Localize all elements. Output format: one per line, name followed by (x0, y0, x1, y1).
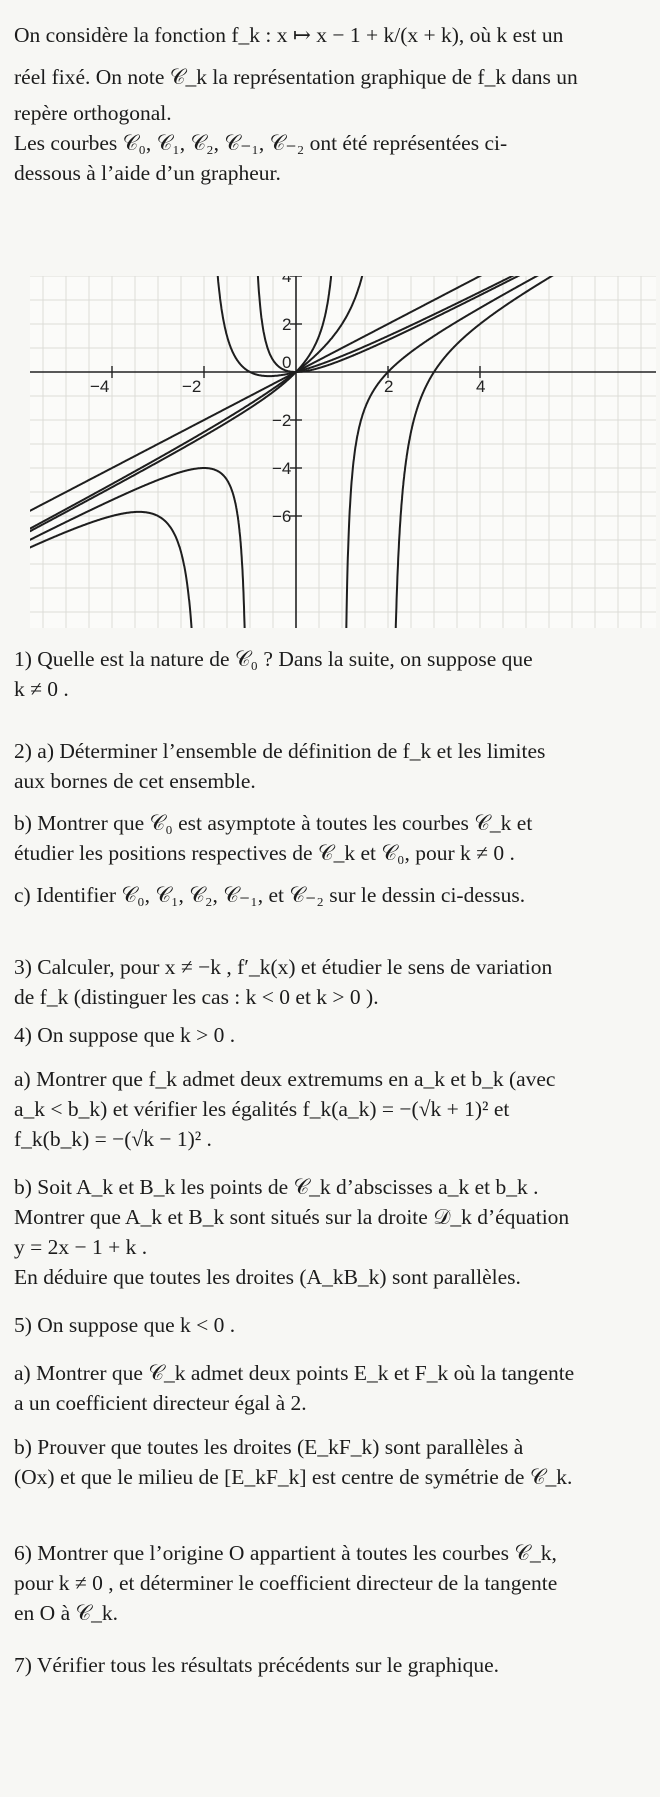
x-tick-label: 4 (476, 377, 486, 396)
question-6 (14, 1538, 646, 1628)
axes (30, 276, 656, 628)
intro-line-2: réel fixé. On note 𝒞_k la représentation graphique de f_k dans un (14, 65, 578, 89)
curve-c-1-branch-0 (30, 276, 338, 537)
curve-c2-branch-0 (30, 512, 198, 628)
q6-line-3: en O à 𝒞_k. (14, 1601, 119, 1625)
curve-c-1-branch-1 (345, 276, 628, 628)
tick-labels (90, 276, 485, 526)
y-tick-label: −2 (272, 411, 292, 430)
q7-line: 7) Vérifier tous les résultats précédents sur le graphique. (14, 1653, 499, 1677)
q4b-line-3: y = 2x − 1 + k . (14, 1235, 148, 1259)
q1-line-2: k ≠ 0 . (14, 677, 69, 701)
intro-text (14, 14, 646, 188)
question-5 (14, 1310, 646, 1340)
intro-line-3: repère orthogonal. (14, 101, 172, 125)
q1-line-1: 1) Quelle est la nature de 𝒞₀ ? Dans la suite, on suppose que (14, 647, 533, 671)
curve-c-2-branch-1 (393, 276, 628, 628)
question-1 (14, 644, 646, 704)
y-tick-label: 2 (282, 315, 292, 334)
y-tick-label: −6 (272, 507, 292, 526)
question-4 (14, 1020, 646, 1050)
question-7 (14, 1650, 646, 1680)
function-graph (30, 276, 656, 628)
q4a-line-3: f_k(b_k) = −(√k − 1)² . (14, 1127, 212, 1151)
intro-line-4: Les courbes 𝒞₀, 𝒞₁, 𝒞₂, 𝒞₋₁, 𝒞₋₂ ont été représentées ci- (14, 131, 508, 155)
intro-line-5: dessous à l’aide d’un grapheur. (14, 161, 281, 185)
q5-line: 5) On suppose que k < 0 . (14, 1313, 236, 1337)
question-4b (14, 1172, 646, 1292)
q5b-line-1: b) Prouver que toutes les droites (E_kF_k) sont parallèles à (14, 1435, 524, 1459)
q4b-line-4: En déduire que toutes les droites (A_kB_k) sont parallèles. (14, 1265, 521, 1289)
y-tick-label: −4 (272, 459, 292, 478)
question-2a (14, 736, 646, 796)
intro-line-1: On considère la fonction f_k : x ↦ x − 1 + k/(x + k), où k est un (14, 23, 564, 47)
q2b-line-2: étudier les positions respectives de 𝒞_k et 𝒞₀, pour k ≠ 0 . (14, 841, 515, 865)
curves (30, 276, 627, 628)
grid (30, 276, 656, 628)
question-2b (14, 808, 646, 868)
question-4a (14, 1064, 646, 1154)
question-5b (14, 1432, 646, 1492)
q2c-line: c) Identifier 𝒞₀, 𝒞₁, 𝒞₂, 𝒞₋₁, et 𝒞₋₂ sur le dessin ci-dessus. (14, 883, 526, 907)
q5b-line-2: (Ox) et que le milieu de [E_kF_k] est centre de symétrie de 𝒞_k. (14, 1465, 573, 1489)
q6-line-1: 6) Montrer que l’origine O appartient à toutes les courbes 𝒞_k, (14, 1541, 557, 1565)
question-3 (14, 952, 646, 1012)
q5a-line-1: a) Montrer que 𝒞_k admet deux points E_k et F_k où la tangente (14, 1361, 575, 1385)
q4b-line-2: Montrer que A_k et B_k sont situés sur la droite 𝒟_k d’équation (14, 1205, 570, 1229)
question-2c (14, 880, 646, 910)
x-tick-label: 2 (384, 377, 394, 396)
q3-line-2: de f_k (distinguer les cas : k < 0 et k > 0 ). (14, 985, 379, 1009)
q2a-line-1: 2) a) Déterminer l’ensemble de définition de f_k et les limites (14, 739, 546, 763)
q4a-line-1: a) Montrer que f_k admet deux extremums en a_k et b_k (avec (14, 1067, 556, 1091)
curve-c-2-branch-0 (30, 276, 380, 534)
q2b-line-1: b) Montrer que 𝒞₀ est asymptote à toutes les courbes 𝒞_k et (14, 811, 533, 835)
y-tick-label: 4 (282, 276, 292, 286)
q2a-line-2: aux bornes de cet ensemble. (14, 769, 256, 793)
y-tick-label: 0 (282, 353, 292, 372)
graph-canvas (30, 276, 656, 628)
q4a-line-2: a_k < b_k) et vérifier les égalités f_k(a_k) = −(√k + 1)² et (14, 1097, 510, 1121)
q4-line: 4) On suppose que k > 0 . (14, 1023, 236, 1047)
question-5a (14, 1358, 646, 1418)
q6-line-2: pour k ≠ 0 , et déterminer le coefficient directeur de la tangente (14, 1571, 558, 1595)
q4b-line-1: b) Soit A_k et B_k les points de 𝒞_k d’abscisses a_k et b_k . (14, 1175, 539, 1199)
q5a-line-2: a un coefficient directeur égal à 2. (14, 1391, 307, 1415)
x-tick-label: −4 (90, 377, 110, 396)
q3-line-1: 3) Calculer, pour x ≠ −k , f′_k(x) et étudier le sens de variation (14, 955, 553, 979)
x-tick-label: −2 (182, 377, 202, 396)
